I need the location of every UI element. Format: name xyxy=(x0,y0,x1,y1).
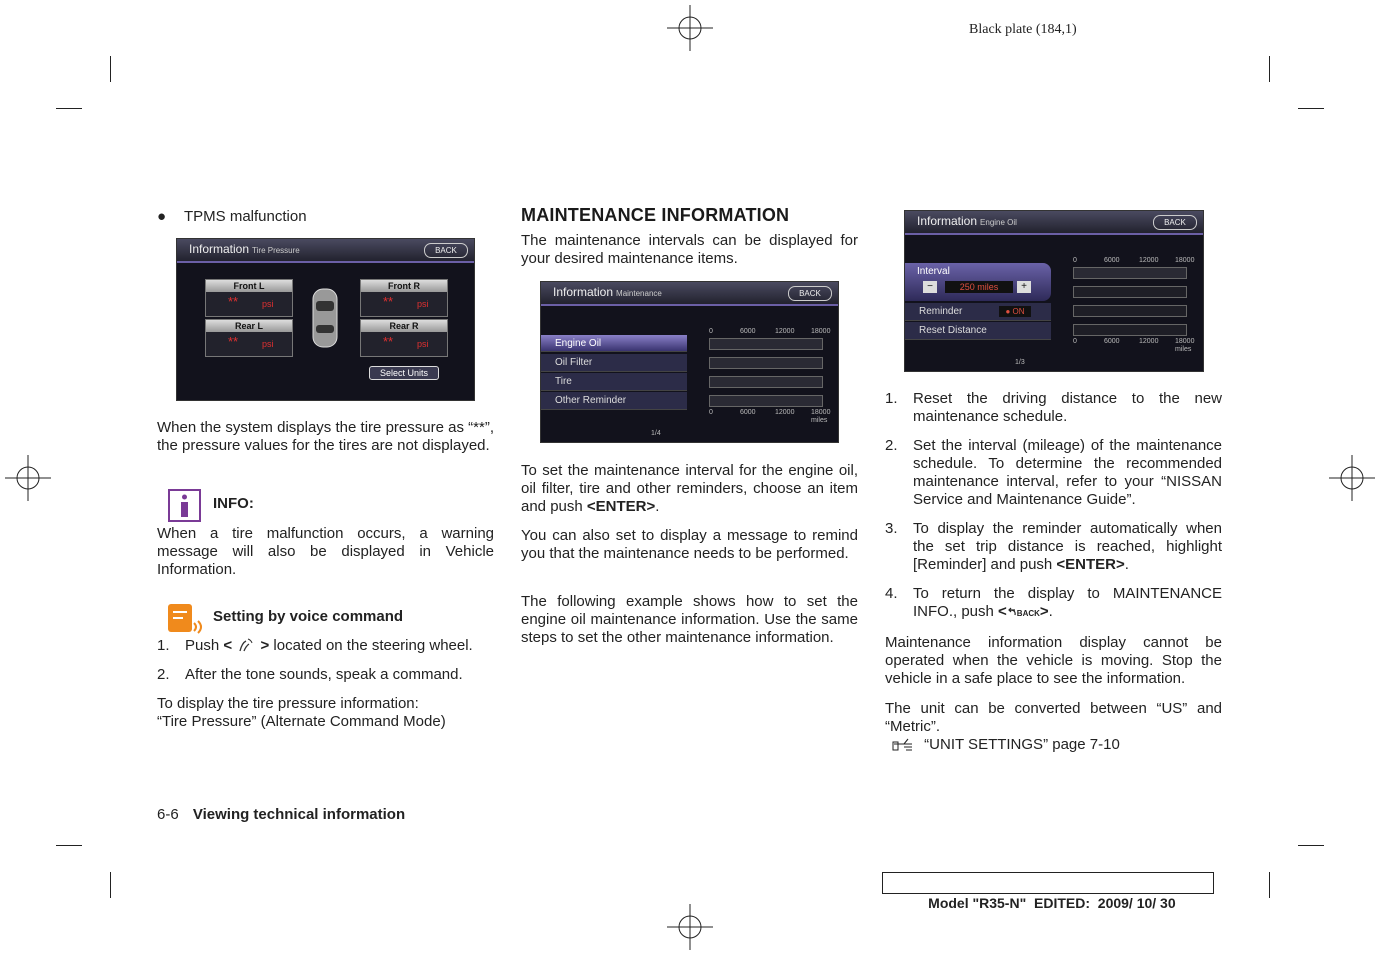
voice-steps xyxy=(157,637,497,684)
select-units-button[interactable]: Select Units xyxy=(369,366,439,380)
maintenance-para-1: To set the maintenance interval for the engine oil, oil filter, tire and other reminders, choose an item and push <ENTER>. xyxy=(521,462,858,515)
scale-0: 0 xyxy=(1073,257,1077,264)
page-number: 6-6 xyxy=(157,806,179,823)
screen-title: Information xyxy=(189,242,250,256)
bullet-item: ● TPMS malfunction xyxy=(157,208,307,225)
blank-bar-1 xyxy=(1073,286,1187,298)
menu-reset-distance[interactable]: Reset Distance xyxy=(905,322,1051,340)
screen-title: Information xyxy=(917,214,978,228)
menu-tire[interactable]: Tire xyxy=(541,373,687,391)
page-reference-icon xyxy=(892,736,920,752)
left-column xyxy=(157,208,494,226)
registration-mark-left xyxy=(5,455,51,501)
scale-0-bottom: 0 xyxy=(1073,338,1077,345)
back-key-label: BACK xyxy=(1016,609,1040,618)
tire-front-left: Front L ** psi xyxy=(205,279,293,317)
interval-plus-button[interactable]: + xyxy=(1017,281,1031,293)
interval-value: 250 miles xyxy=(945,281,1013,293)
maintenance-screen xyxy=(540,281,839,443)
registration-mark-right xyxy=(1329,455,1375,501)
page-indicator: 1/3 xyxy=(1015,359,1025,366)
tire-rear-right: Rear R ** psi xyxy=(360,319,448,357)
back-button[interactable]: BACK xyxy=(1153,215,1197,230)
scale-6000-bottom: 6000 xyxy=(1104,338,1120,345)
tire-pressure-paragraph: When the system displays the tire pressure as “**”, the pressure values for the tires are not displayed. xyxy=(157,419,494,454)
interval-label: Interval xyxy=(917,266,950,277)
scale-18000-bottom: 18000 xyxy=(1175,338,1195,345)
oil-filter-bar xyxy=(709,357,823,369)
moving-vehicle-note: Maintenance information display cannot be operated when the vehicle is moving. Stop the vehicle in a safe place to see the information. xyxy=(885,634,1222,687)
blank-bar-2 xyxy=(1073,305,1187,317)
maintenance-heading: MAINTENANCE INFORMATION xyxy=(521,205,790,225)
scale-18000-bottom: 18000 xyxy=(811,409,831,416)
reminder-on-indicator: ● ON xyxy=(999,306,1031,317)
info-text: When a tire malfunction occurs, a warning message will also be displayed in Vehicle Information. xyxy=(157,525,494,578)
scale-6000: 6000 xyxy=(1104,257,1120,264)
info-icon xyxy=(168,489,201,522)
scale-12000: 12000 xyxy=(775,328,795,335)
screen-subtitle: Maintenance xyxy=(616,289,662,298)
scale-12000-bottom: 12000 xyxy=(775,409,795,416)
step-2: 2. Set the interval (mileage) of the maintenance schedule. To determine the recommended maintenance interval, refer to your “NISSAN Service and Maintenance Guide”. xyxy=(885,437,1222,508)
unit-conversion-note: The unit can be converted between “US” and “Metric”. xyxy=(885,700,1222,735)
scale-0-bottom: 0 xyxy=(709,409,713,416)
car-top-view-icon xyxy=(307,287,343,349)
registration-mark-bottom xyxy=(667,904,713,950)
engine-oil-bar xyxy=(709,338,823,350)
tire-pressure-voice-info: To display the tire pressure information: “Tire Pressure” (Alternate Command Mode) xyxy=(157,695,446,730)
registration-mark-top xyxy=(667,5,713,51)
blank-bar-3 xyxy=(1073,324,1187,336)
tire-rear-left: Rear L ** psi xyxy=(205,319,293,357)
voice-command-heading: Setting by voice command xyxy=(213,608,404,625)
maintenance-para-2: You can also set to display a message to remind you that the maintenance needs to be performed. xyxy=(521,527,858,562)
scale-6000-bottom: 6000 xyxy=(740,409,756,416)
maintenance-para-3: The following example shows how to set the engine oil maintenance information. Use the same steps to set the other maintenance information. xyxy=(521,593,858,646)
engine-oil-screen xyxy=(904,210,1204,372)
scale-6000: 6000 xyxy=(740,328,756,335)
interval-bar xyxy=(1073,267,1187,279)
reminder-label: Reminder xyxy=(919,306,963,317)
screen-title: Information xyxy=(553,285,614,299)
page-indicator: 1/4 xyxy=(651,430,661,437)
maintenance-intro: The maintenance intervals can be displayed for your desired maintenance items. xyxy=(521,232,858,267)
back-arrow-icon xyxy=(1007,607,1017,617)
menu-other-reminder[interactable]: Other Reminder xyxy=(541,392,687,410)
scale-18000: 18000 xyxy=(1175,257,1195,264)
scale-0: 0 xyxy=(709,328,713,335)
tire-front-right: Front R ** psi xyxy=(360,279,448,317)
scale-unit: miles xyxy=(811,417,828,424)
page-footer xyxy=(157,806,405,823)
section-title: Viewing technical information xyxy=(192,806,406,823)
plate-label: Black plate (184,1) xyxy=(969,22,1077,37)
scale-12000: 12000 xyxy=(1139,257,1159,264)
model-footer: Model "R35-N" EDITED: 2009/ 10/ 30 xyxy=(882,872,1214,894)
screen-subtitle: Engine Oil xyxy=(980,218,1017,227)
menu-engine-oil[interactable]: Engine Oil xyxy=(541,335,687,352)
screen-subtitle: Tire Pressure xyxy=(252,246,300,255)
voice-command-icon xyxy=(167,603,205,635)
engine-oil-steps xyxy=(885,390,1222,623)
info-label: INFO: xyxy=(213,495,254,512)
other-reminder-bar xyxy=(709,395,823,407)
scale-12000-bottom: 12000 xyxy=(1139,338,1159,345)
tire-bar xyxy=(709,376,823,388)
back-button[interactable]: BACK xyxy=(788,286,832,301)
interval-panel xyxy=(905,263,1051,301)
scale-unit: miles xyxy=(1175,346,1192,353)
step-4: 4. To return the display to MAINTENANCE INFO., push < BACK>. xyxy=(885,585,1222,620)
voice-step-1: 1. Push < > located on the steering wheel. xyxy=(157,637,473,654)
menu-oil-filter[interactable]: Oil Filter xyxy=(541,354,687,372)
scale-18000: 18000 xyxy=(811,328,831,335)
tire-pressure-screen xyxy=(176,238,475,401)
step-1: 1. Reset the driving distance to the new maintenance schedule. xyxy=(885,390,1222,425)
step-3: 3. To display the reminder automatically when the set trip distance is reached, highlight [Reminder] and push <ENTER>. xyxy=(885,520,1222,573)
voice-step-2: 2. After the tone sounds, speak a command. xyxy=(157,666,463,683)
back-button[interactable]: BACK xyxy=(424,243,468,258)
interval-minus-button[interactable]: − xyxy=(923,281,937,293)
menu-reminder[interactable] xyxy=(905,303,1051,321)
unit-settings-reference[interactable]: “UNIT SETTINGS” page 7-10 xyxy=(892,736,1120,754)
talk-switch-icon xyxy=(236,637,256,653)
